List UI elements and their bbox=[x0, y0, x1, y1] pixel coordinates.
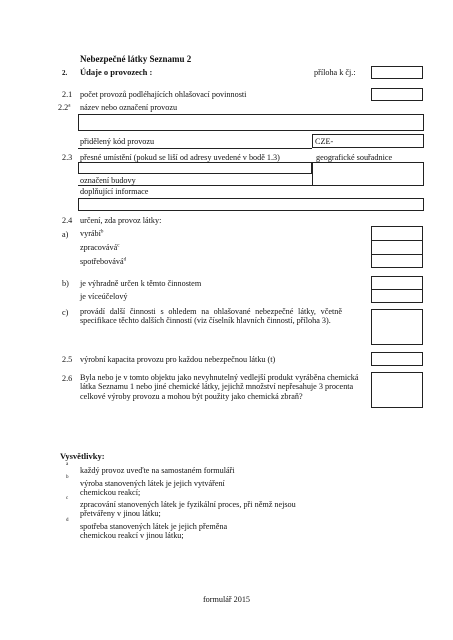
byproduct-field[interactable] bbox=[371, 372, 423, 408]
facility-count-field[interactable] bbox=[371, 88, 423, 101]
row-2-1-label: počet provozů podléhajících ohlašovací povinnosti bbox=[80, 90, 247, 99]
note-b: výroba stanovených látek je jejich vytváření chemickou reakcí; bbox=[80, 479, 225, 498]
extra-info-field[interactable] bbox=[78, 198, 424, 211]
option-b-boxes[interactable] bbox=[371, 276, 423, 303]
option-dedicated: je výhradně určen k těmto činnostem bbox=[80, 279, 202, 288]
note-a: každý provoz uveďte na samostaném formuláři bbox=[80, 466, 235, 475]
note-c: zpracování stanovených látek je fyzikální proces, při němž nejsou přetvářeny v jinou látku; bbox=[80, 500, 296, 519]
footer: formulář 2015 bbox=[202, 595, 251, 604]
row-2-3-label: přesné umístění (pokud se liší od adresy uvedené v bodě 1.3) bbox=[80, 153, 280, 162]
attachment-field[interactable] bbox=[371, 66, 423, 79]
option-produces: vyrábí$^b$ bbox=[80, 229, 104, 238]
note-d: spotřeba stanovených látek je jejich přeměna chemickou reakcí v jinou látku; bbox=[80, 522, 228, 541]
extra-info-label: doplňující informace bbox=[80, 187, 149, 196]
row-2-2-label: název nebo označení provozu bbox=[80, 103, 178, 112]
row-2-6-number: 2.6 bbox=[62, 374, 73, 383]
geo-coordinates-label: geografické souřadnice bbox=[316, 153, 393, 162]
option-c-field[interactable] bbox=[371, 309, 423, 345]
row-2-4-number: 2.4 bbox=[62, 216, 73, 225]
row-2-6-text: Byla nebo je v tomto objektu jako nevyhnutelný vedlejší produkt vyráběna chemická látka Seznamu 1 nebo jiné chemické látky, jejichž množství nepřesahuje 3 procenta celkové výroby provozu a mohou být použity jako chemická zbraň? bbox=[80, 373, 359, 401]
option-a-label: a) bbox=[62, 230, 69, 239]
note-a-mark: a bbox=[66, 462, 69, 467]
capacity-field[interactable] bbox=[371, 352, 423, 366]
row-2-5-number: 2.5 bbox=[62, 355, 73, 364]
cze-prefix: CZE- bbox=[315, 137, 334, 146]
section-title: Údaje o provozech : bbox=[80, 67, 153, 77]
row-2-1-number: 2.1 bbox=[62, 90, 73, 99]
row-2-4-label: určení, zda provoz látky: bbox=[80, 216, 162, 225]
attachment-label: příloha k čj.: bbox=[314, 68, 356, 77]
note-d-mark: d bbox=[66, 518, 69, 523]
geo-coordinates-field[interactable] bbox=[312, 162, 424, 186]
option-c-label: c) bbox=[62, 308, 69, 317]
location-field[interactable] bbox=[78, 162, 312, 174]
form-title: Nebezpečné látky Seznamu 2 bbox=[80, 54, 192, 64]
option-a-boxes[interactable] bbox=[371, 226, 423, 268]
row-2-5-label: výrobní kapacita provozu pro každou nebezpečnou látku (t) bbox=[80, 355, 276, 364]
assigned-code-label: přidělený kód provozu bbox=[80, 137, 155, 146]
facility-name-field[interactable] bbox=[78, 114, 424, 131]
option-consumes: spotřebovává$^d$ bbox=[80, 257, 127, 266]
row-2-2-number: 2.2$^a$ bbox=[58, 103, 71, 112]
row-2-3-number: 2.3 bbox=[62, 153, 73, 162]
assigned-code-field[interactable] bbox=[312, 134, 424, 148]
option-c-text: provádí další činnosti s ohledem na ohlašované nebezpečné látky, včetně specifikace těchto dalších činností (viz číselník hlavních činností, příloha 3). bbox=[80, 307, 342, 326]
section-number: 2. bbox=[62, 69, 68, 77]
note-c-mark: c bbox=[66, 496, 69, 501]
option-processes: zpracovává$^c$ bbox=[80, 243, 120, 252]
option-b-label: b) bbox=[62, 279, 69, 288]
notes-heading: Vysvětlivky: bbox=[60, 451, 105, 461]
note-b-mark: b bbox=[66, 475, 69, 480]
building-label: označení budovy bbox=[80, 176, 136, 185]
option-multipurpose: je víceúčelový bbox=[80, 292, 128, 301]
